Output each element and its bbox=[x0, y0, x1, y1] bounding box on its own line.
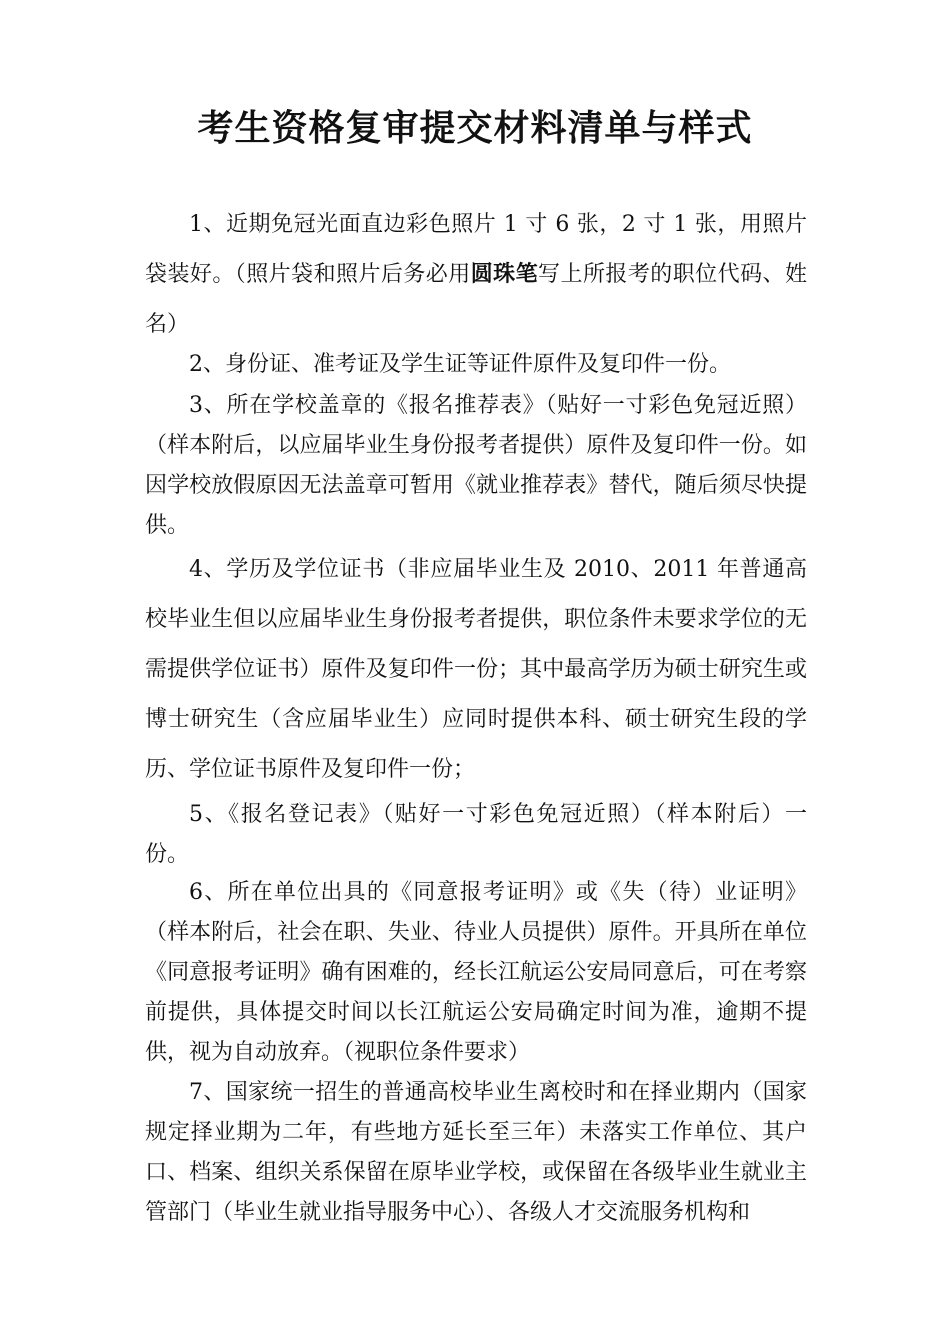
list-item-5 bbox=[145, 795, 807, 875]
item-5-text: 5、《报名登记表》（贴好一寸彩色免冠近照）（样本附后）一份。 bbox=[145, 802, 807, 867]
item-2-text: 2、身份证、准考证及学生证等证件原件及复印件一份。 bbox=[189, 352, 731, 377]
item-3-text: 3、所在学校盖章的《报名推荐表》（贴好一寸彩色免冠近照）（样本附后，以应届毕业生身份报考者提供）原件及复印件一份。如因学校放假原因无法盖章可暂用《就业推荐表》替代，随后须尽快提供。 bbox=[145, 393, 807, 538]
item-7-text: 7、国家统一招生的普通高校毕业生离校时和在择业期内（国家规定择业期为二年，有些地方延长至三年）未落实工作单位、其户口、档案、组织关系保留在原毕业学校，或保留在各级毕业生就业主管部门（毕业生就业指导服务中心）、各级人才交流服务机构和 bbox=[145, 1080, 807, 1225]
list-item-1 bbox=[145, 200, 807, 350]
item-1-bold-text: 圆珠笔 bbox=[470, 262, 539, 287]
list-item-2 bbox=[145, 345, 807, 385]
item-1-text: 1、近期免冠光面直边彩色照片 1 寸 6 张，2 寸 1 张，用照片袋装好。（照片袋和照片后务必用 bbox=[145, 212, 807, 287]
list-item-3 bbox=[145, 386, 807, 546]
list-item-6 bbox=[145, 873, 807, 1073]
item-6-text: 6、所在单位出具的《同意报考证明》或《失（待）业证明》（样本附后，社会在职、失业、待业人员提供）原件。开具所在单位《同意报考证明》确有困难的，经长江航运公安局同意后，可在考察前提供，具体提交时间以长江航运公安局确定时间为准，逾期不提供，视为自动放弃。（视职位条件要求） bbox=[145, 880, 807, 1065]
list-item-7 bbox=[145, 1073, 807, 1233]
list-item-4 bbox=[145, 545, 807, 795]
document-title: 考生资格复审提交材料清单与样式 bbox=[197, 108, 753, 149]
item-1-text-end: 写上所报考的职位代码、姓名） bbox=[145, 262, 807, 337]
item-4-text: 4、学历及学位证书（非应届毕业生及 2010、2011 年普通高校毕业生但以应届毕业生身份报考者提供，职位条件未要求学位的无需提供学位证书）原件及复印件一份；其中最高学历为硕士研究生或博士研究生（含应届毕业生）应同时提供本科、硕士研究生段的学历、学位证书原件及复印件一份； bbox=[145, 557, 807, 782]
